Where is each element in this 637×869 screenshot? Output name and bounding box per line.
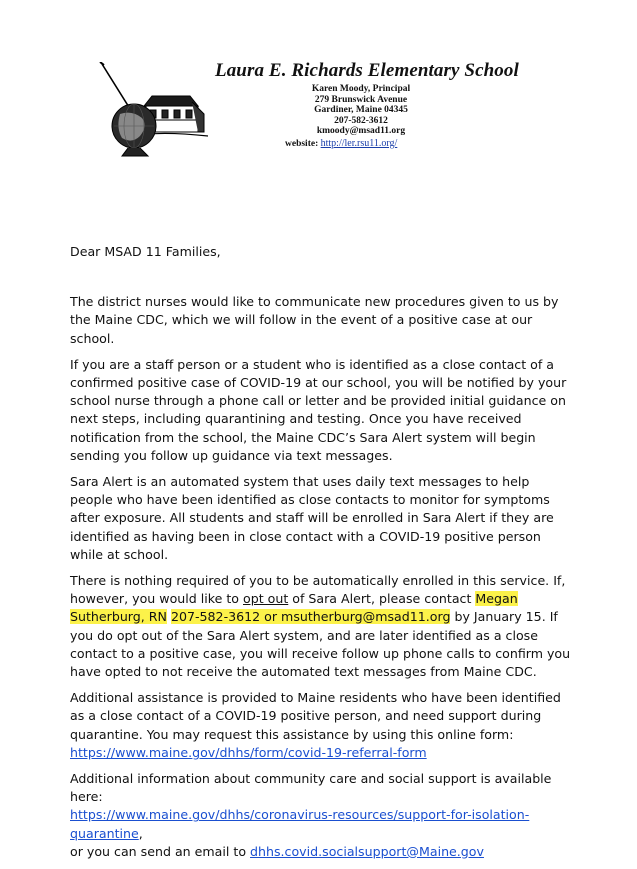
principal-email: kmoody@msad11.org [316, 126, 406, 137]
link-suffix: , [138, 825, 143, 841]
assistance-text: Additional assistance is provided to Maine residents who have been identified as a close contact of a COVID-19 positive person, and need support during quarantine. You may request this assistance by using this online form: [70, 690, 561, 742]
school-name: Laura E. Richards Elementary School [215, 60, 519, 81]
paragraph-community-care [70, 770, 575, 861]
social-support-email-link[interactable]: dhhs.covid.socialsupport@Maine.gov [250, 843, 484, 859]
opt-out-text-b: of Sara Alert, please contact [288, 591, 476, 607]
email-intro-text: or you can send an email to [70, 843, 251, 859]
website-link[interactable]: http://ler.rsu11.org/ [320, 138, 398, 149]
city-state-zip: Gardiner, Maine 04345 [314, 105, 408, 116]
opt-out-text-a: There is nothing required of you to be automatically enrolled in this service. If, however, you would like to [70, 573, 566, 607]
support-isolation-link[interactable]: https://www.maine.gov/dhhs/coronavirus-resources/support-for-isolation-quarantine [70, 807, 530, 841]
principal-name: Karen Moody, Principal [311, 84, 411, 94]
paragraph-close-contact: If you are a staff person or a student who is identified as a close contact of a confirmed positive case of COVID-19 at our school, you will be notified by your school nurse through a phone call or letter and be provided initial guidance on next steps, including quarantining and testing. Once you have received notification from the school, the Maine CDC’s Sara Alert system will begin sending you follow up guidance via text messages. [70, 356, 567, 463]
street-address: 279 Brunswick Avenue [314, 94, 408, 105]
school-logo-illustration [92, 62, 210, 158]
paragraph-assistance [70, 689, 575, 762]
referral-form-link[interactable]: https://www.maine.gov/dhhs/form/covid-19-referral-form [70, 744, 427, 760]
paragraph-intro: The district nurses would like to communicate new procedures given to us by the Maine CDC, which we will follow in the event of a positive case at our school. [70, 294, 559, 346]
opt-out-underlined: opt out [243, 591, 289, 607]
website-label: website: [285, 139, 319, 149]
paragraph-sara-alert: Sara Alert is an automated system that uses daily text messages to help people who have been identified as close contacts to monitor for symptoms after exposure. All students and staff will be enrolled in Sara Alert if they are identified as having been in close contact with a COVID-19 positive person while at school. [70, 474, 554, 562]
phone-number: 207-582-3612 [334, 115, 388, 126]
website-line [285, 138, 397, 149]
highlight-contact-phone-email: 207-582-3612 or msutherburg@msad11.org [170, 609, 451, 625]
community-care-text: Additional information about community care and social support is available here: [70, 771, 552, 805]
letter-body [70, 243, 575, 869]
opt-out-text-c: by January 15. If you do opt out of the Sara Alert system, and are later identified as a close contact to a positive case, you will receive follow up phone calls to confirm you have opted to not receive the automated text messages from Maine CDC. [70, 609, 571, 680]
letterhead-contact [276, 84, 446, 137]
salutation: Dear MSAD 11 Families, [70, 244, 221, 259]
paragraph-opt-out [70, 572, 575, 681]
highlight-contact-name: Megan Sutherburg, RN [70, 591, 518, 625]
